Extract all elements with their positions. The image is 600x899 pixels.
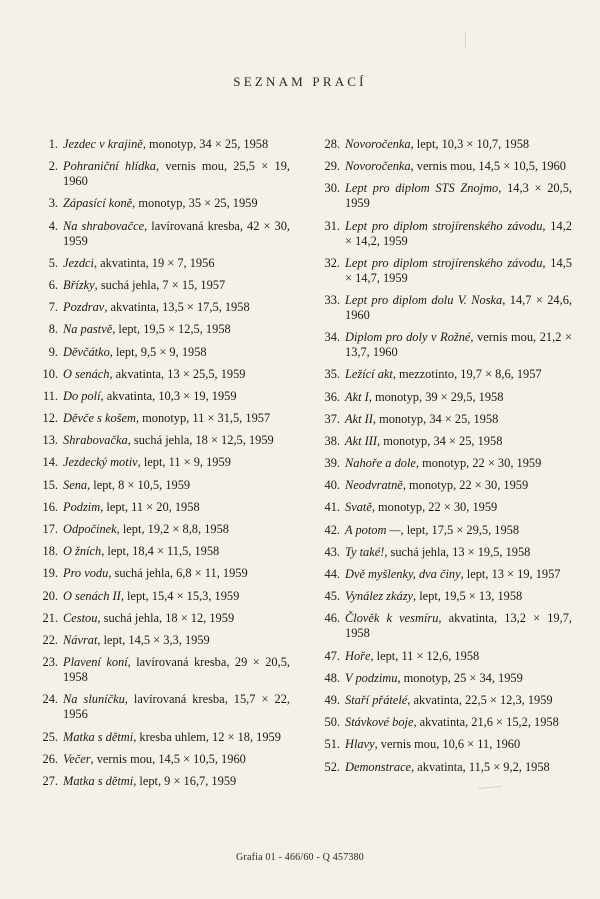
item-description	[345, 611, 572, 641]
work-details: , lavírovaná kresba, 42 × 30, 1959	[63, 218, 290, 248]
printer-imprint: Grafia 01 - 466/60 - Q 457380	[236, 852, 364, 863]
work-details: , 14,5 × 14,7, 1959	[345, 255, 572, 285]
item-number: 25.	[42, 729, 58, 744]
work-details: , suchá jehla, 7 × 15, 1957	[94, 277, 226, 292]
item-number: 38.	[324, 433, 340, 448]
item-number: 36.	[324, 389, 340, 404]
work-details: , 14,7 × 24,6, 1960	[345, 292, 573, 322]
work-details: , monotyp, 22 × 30, 1959	[415, 456, 542, 471]
work-details: , akvatinta, 10,3 × 19, 1959	[100, 388, 237, 403]
list-item	[36, 692, 290, 722]
list-item	[316, 693, 572, 708]
item-description	[63, 522, 290, 537]
work-title: Lept pro diplom dolu V. Noska	[345, 292, 503, 307]
list-item	[316, 523, 572, 538]
list-item	[36, 219, 290, 249]
work-details: , monotyp, 34 × 25, 1958	[142, 137, 269, 151]
list-item	[316, 390, 572, 405]
item-description	[63, 752, 290, 767]
work-details: , vernis mou, 14,5 × 10,5, 1960	[90, 751, 246, 766]
item-number: 48.	[324, 670, 340, 685]
item-description	[63, 256, 290, 271]
item-description	[345, 256, 572, 286]
work-title: Pozdrav	[63, 300, 105, 315]
work-details: , lept, 18,4 × 11,5, 1958	[101, 544, 220, 559]
item-number: 27.	[42, 773, 58, 788]
work-title: Jezdci	[63, 255, 94, 270]
work-details: , lept, 19,2 × 8,8, 1958	[116, 522, 229, 536]
item-number: 43.	[324, 544, 340, 559]
work-title: Člověk k vesmíru	[345, 611, 439, 626]
list-item	[316, 500, 572, 515]
work-title: Večer	[63, 751, 91, 766]
work-details: , lept, 9 × 16,7, 1959	[133, 773, 237, 788]
work-title: Cestou	[63, 610, 98, 625]
list-item	[36, 196, 290, 211]
work-details: , monotyp, 25 × 34, 1959	[397, 670, 523, 685]
list-item	[36, 300, 290, 315]
item-number: 44.	[324, 567, 340, 581]
work-details: , vernis mou, 10,6 × 11, 1960	[374, 737, 521, 752]
item-number: 26.	[42, 751, 58, 766]
item-number: 24.	[42, 692, 58, 707]
work-title: Hoře	[345, 648, 371, 663]
list-item	[316, 367, 572, 382]
work-title: Novoročenka	[345, 137, 411, 151]
item-description	[345, 478, 572, 493]
list-item	[316, 760, 572, 775]
work-title: Lept pro diplom strojírenského závodu	[345, 218, 543, 233]
work-title: V podzimu	[345, 670, 398, 685]
item-number: 52.	[324, 759, 340, 774]
item-number: 12.	[42, 411, 58, 426]
list-item	[316, 293, 572, 323]
work-title: Diplom pro doly v Rožné	[345, 330, 471, 345]
work-details: , lept, 11 × 20, 1958	[100, 499, 200, 514]
work-title: O senách	[63, 366, 110, 381]
item-description	[63, 730, 290, 745]
work-title: Demonstrace	[345, 759, 412, 774]
item-description	[345, 137, 572, 152]
work-details: , monotyp, 35 × 25, 1959	[132, 196, 258, 211]
work-title: A potom —	[345, 522, 401, 537]
item-number: 19.	[42, 566, 58, 581]
item-number: 10.	[42, 366, 58, 381]
work-details: , akvatinta, 13 × 25,5, 1959	[109, 366, 246, 381]
list-item	[316, 159, 572, 174]
list-item	[36, 256, 290, 271]
work-details: , monotyp, 34 × 25, 1958	[377, 433, 503, 448]
list-item	[36, 455, 290, 470]
list-item	[36, 411, 290, 426]
item-number: 42.	[324, 522, 340, 537]
work-details: , lavírovaná kresba, 15,7 × 22, 1956	[63, 692, 290, 722]
work-title: Staří přátelé	[345, 692, 408, 707]
list-item	[36, 433, 290, 448]
work-details: , akvatinta, 21,6 × 15,2, 1958	[413, 715, 559, 730]
work-details: , monotyp, 39 × 29,5, 1958	[368, 389, 504, 404]
item-number: 7.	[48, 300, 58, 315]
pencil-mark	[465, 32, 466, 48]
item-description	[345, 390, 572, 405]
work-details: , akvatinta, 11,5 × 9,2, 1958	[411, 759, 550, 774]
item-description	[63, 589, 290, 604]
item-description	[345, 159, 572, 174]
list-item	[36, 730, 290, 745]
item-description	[345, 456, 572, 471]
item-description	[345, 545, 572, 560]
item-description	[63, 455, 290, 470]
item-number: 34.	[324, 330, 340, 345]
item-description	[63, 544, 290, 559]
work-title: Dvě myšlenky, dva činy	[345, 567, 461, 581]
item-description	[63, 774, 290, 789]
work-details: , monotyp, 22 × 30, 1959	[402, 478, 529, 493]
work-title: Na shrabovačce	[63, 218, 145, 233]
work-title: Ležící akt	[345, 367, 393, 382]
list-item	[36, 522, 290, 537]
item-number: 23.	[42, 655, 58, 670]
work-details: , monotyp, 34 × 25, 1958	[372, 411, 499, 426]
item-number: 51.	[324, 737, 340, 752]
item-description	[345, 671, 572, 686]
list-item	[36, 345, 290, 360]
work-details: , lept, 10,3 × 10,7, 1958	[410, 137, 530, 151]
list-item	[36, 389, 290, 404]
work-details: , vernis mou, 21,2 × 13,7, 1960	[345, 330, 572, 360]
list-item	[316, 567, 572, 582]
work-title: Ty také!	[345, 544, 385, 559]
item-description	[63, 655, 290, 685]
list-item	[316, 256, 572, 286]
work-title: Shrabovačka	[63, 433, 128, 448]
item-number: 39.	[324, 456, 340, 471]
list-item	[316, 671, 572, 686]
work-details: , lept, 19,5 × 12,5, 1958	[112, 322, 231, 337]
item-number: 22.	[42, 632, 58, 647]
list-item	[316, 611, 572, 641]
work-title: Jezdec v krajině	[63, 137, 143, 151]
works-list-left-column	[36, 137, 290, 796]
work-details: , kresba uhlem, 12 × 18, 1959	[133, 729, 281, 744]
list-item	[316, 181, 572, 211]
list-item	[36, 367, 290, 382]
work-title: Akt I	[345, 389, 369, 404]
item-description	[63, 322, 290, 337]
item-description	[63, 389, 290, 404]
item-number: 16.	[42, 499, 58, 514]
list-item	[316, 545, 572, 560]
item-description	[345, 567, 572, 582]
item-number: 40.	[324, 478, 340, 493]
item-description	[345, 330, 572, 360]
list-item	[316, 737, 572, 752]
work-details: , 14,3 × 20,5, 1959	[345, 181, 572, 211]
work-details: , lept, 13 × 19, 1957	[460, 567, 561, 581]
work-details: , lept, 14,5 × 3,3, 1959	[97, 632, 210, 647]
work-details: , suchá jehla, 18 × 12,5, 1959	[127, 433, 274, 448]
work-title: O žních	[63, 544, 102, 559]
item-description	[63, 633, 290, 648]
work-details: , suchá jehla, 18 × 12, 1959	[97, 610, 235, 625]
list-item	[36, 278, 290, 293]
item-description	[63, 566, 290, 581]
item-description	[345, 693, 572, 708]
work-title: Sena	[63, 477, 88, 492]
work-details: , akvatinta, 22,5 × 12,3, 1959	[407, 692, 553, 707]
work-details: , akvatinta, 19 × 7, 1956	[93, 255, 215, 270]
item-description	[345, 412, 572, 427]
item-number: 28.	[324, 137, 340, 151]
item-number: 18.	[42, 544, 58, 559]
item-description	[345, 181, 572, 211]
work-title: Lept pro diplom STS Znojmo	[345, 181, 499, 196]
work-title: Stávkové boje	[345, 715, 414, 730]
list-item	[316, 715, 572, 730]
page-title: SEZNAM PRACÍ	[233, 74, 367, 89]
work-title: Do polí	[63, 388, 101, 403]
item-number: 3.	[48, 196, 58, 211]
list-item	[36, 478, 290, 493]
work-title: Svatě	[345, 500, 372, 515]
item-description	[345, 737, 572, 752]
item-number: 31.	[324, 218, 340, 233]
item-number: 50.	[324, 715, 340, 730]
work-details: , vernis mou, 25,5 × 19, 1960	[63, 159, 290, 189]
work-title: Lept pro diplom strojírenského závodu	[345, 255, 543, 270]
item-description	[345, 293, 572, 323]
work-title: O senách II	[63, 588, 121, 603]
item-number: 45.	[324, 589, 340, 604]
item-description	[63, 345, 290, 360]
item-number: 4.	[48, 218, 58, 233]
work-details: , monotyp, 22 × 30, 1959	[371, 500, 498, 515]
work-title: Novoročenka	[345, 159, 411, 174]
item-description	[345, 715, 572, 730]
list-item	[316, 478, 572, 493]
item-number: 14.	[42, 455, 58, 470]
work-details: , lept, 17,5 × 29,5, 1958	[400, 522, 520, 537]
item-description	[345, 649, 572, 664]
work-title: Návrat	[63, 632, 98, 647]
list-item	[316, 219, 572, 249]
item-number: 13.	[42, 433, 58, 448]
work-title: Matka s dětmi	[63, 773, 134, 788]
item-description	[63, 411, 290, 426]
item-number: 8.	[48, 322, 58, 337]
item-description	[63, 137, 290, 152]
item-number: 37.	[324, 411, 340, 426]
item-description	[63, 611, 290, 626]
work-details: , lept, 11 × 12,6, 1958	[370, 648, 480, 663]
item-description	[63, 478, 290, 493]
work-title: Hlavy	[345, 737, 375, 752]
item-number: 35.	[324, 367, 340, 382]
item-description	[63, 300, 290, 315]
work-title: Akt III	[345, 433, 377, 448]
item-description	[63, 367, 290, 382]
item-description	[345, 589, 572, 604]
item-description	[63, 500, 290, 515]
item-description	[63, 278, 290, 293]
item-description	[63, 159, 290, 189]
work-details: , mezzotinto, 19,7 × 8,6, 1957	[392, 367, 542, 382]
item-number: 32.	[324, 255, 340, 270]
work-title: Pro vodu	[63, 566, 109, 581]
work-details: , lept, 11 × 9, 1959	[137, 455, 231, 470]
item-description	[345, 523, 572, 538]
work-title: Na sluníčku	[63, 692, 125, 707]
work-title: Jezdecký motiv	[63, 455, 138, 470]
work-details: , lavírovaná kresba, 29 × 20,5, 1958	[63, 655, 290, 685]
item-number: 46.	[324, 611, 340, 626]
list-item	[36, 544, 290, 559]
item-description	[345, 219, 572, 249]
item-number: 33.	[324, 292, 340, 307]
work-title: Vynález zkázy	[345, 589, 414, 604]
list-item	[316, 412, 572, 427]
item-number: 17.	[42, 522, 58, 536]
work-details: , lept, 8 × 10,5, 1959	[87, 477, 191, 492]
work-title: Odpočinek	[63, 522, 117, 536]
list-item	[36, 633, 290, 648]
item-description	[345, 434, 572, 449]
item-number: 21.	[42, 610, 58, 625]
work-details: , 14,2 × 14,2, 1959	[345, 218, 572, 248]
list-item	[36, 774, 290, 789]
list-item	[316, 330, 572, 360]
item-description	[345, 500, 572, 515]
list-item	[316, 137, 572, 152]
item-number: 41.	[324, 500, 340, 515]
item-number: 2.	[48, 159, 58, 174]
work-details: , vernis mou, 14,5 × 10,5, 1960	[410, 159, 566, 174]
work-details: , monotyp, 11 × 31,5, 1957	[135, 411, 271, 426]
work-title: Děvčátko	[63, 344, 110, 359]
work-title: Pohraniční hlídka	[63, 159, 156, 174]
work-title: Matka s dětmi	[63, 729, 134, 744]
item-number: 20.	[42, 588, 58, 603]
work-details: , lept, 9,5 × 9, 1958	[109, 344, 207, 359]
item-number: 15.	[42, 477, 58, 492]
list-item	[36, 611, 290, 626]
work-details: , suchá jehla, 6,8 × 11, 1959	[108, 566, 248, 581]
work-details: , lept, 19,5 × 13, 1958	[413, 589, 523, 604]
work-title: Břízky	[63, 277, 95, 292]
list-item	[36, 752, 290, 767]
work-title: Akt II	[345, 411, 373, 426]
list-item	[316, 456, 572, 471]
work-title: Zápasící koně	[63, 196, 133, 211]
list-item	[36, 566, 290, 581]
item-number: 30.	[324, 181, 340, 196]
item-description	[345, 367, 572, 382]
work-title: Neodvratně	[345, 478, 403, 493]
work-details: , akvatinta, 13,2 × 19,7, 1958	[345, 611, 573, 641]
list-item	[36, 322, 290, 337]
item-description	[63, 196, 290, 211]
work-title: Plavení koní	[63, 655, 128, 670]
item-number: 49.	[324, 692, 340, 707]
work-title: Na pastvě	[63, 322, 113, 337]
list-item	[316, 649, 572, 664]
list-item	[316, 589, 572, 604]
item-number: 11.	[42, 388, 58, 403]
item-number: 1.	[48, 137, 58, 151]
list-item	[316, 434, 572, 449]
work-title: Nahoře a dole	[345, 456, 416, 471]
item-number: 47.	[324, 648, 340, 663]
list-item	[36, 137, 290, 152]
list-item	[36, 159, 290, 189]
list-item	[36, 589, 290, 604]
works-list-right-column	[316, 137, 572, 782]
item-description	[63, 219, 290, 249]
item-description	[345, 760, 572, 775]
item-description	[63, 433, 290, 448]
work-title: Podzim	[63, 499, 101, 514]
list-item	[36, 500, 290, 515]
work-details: , akvatinta, 13,5 × 17,5, 1958	[104, 300, 250, 315]
pencil-mark	[478, 786, 502, 790]
list-item	[36, 655, 290, 685]
item-number: 29.	[324, 159, 340, 174]
item-description	[63, 692, 290, 722]
work-details: , suchá jehla, 13 × 19,5, 1958	[384, 544, 531, 559]
work-details: , lept, 15,4 × 15,3, 1959	[120, 588, 240, 603]
work-title: Děvče s košem	[63, 411, 136, 426]
item-number: 5.	[48, 255, 58, 270]
item-number: 9.	[48, 344, 58, 359]
item-number: 6.	[48, 277, 58, 292]
